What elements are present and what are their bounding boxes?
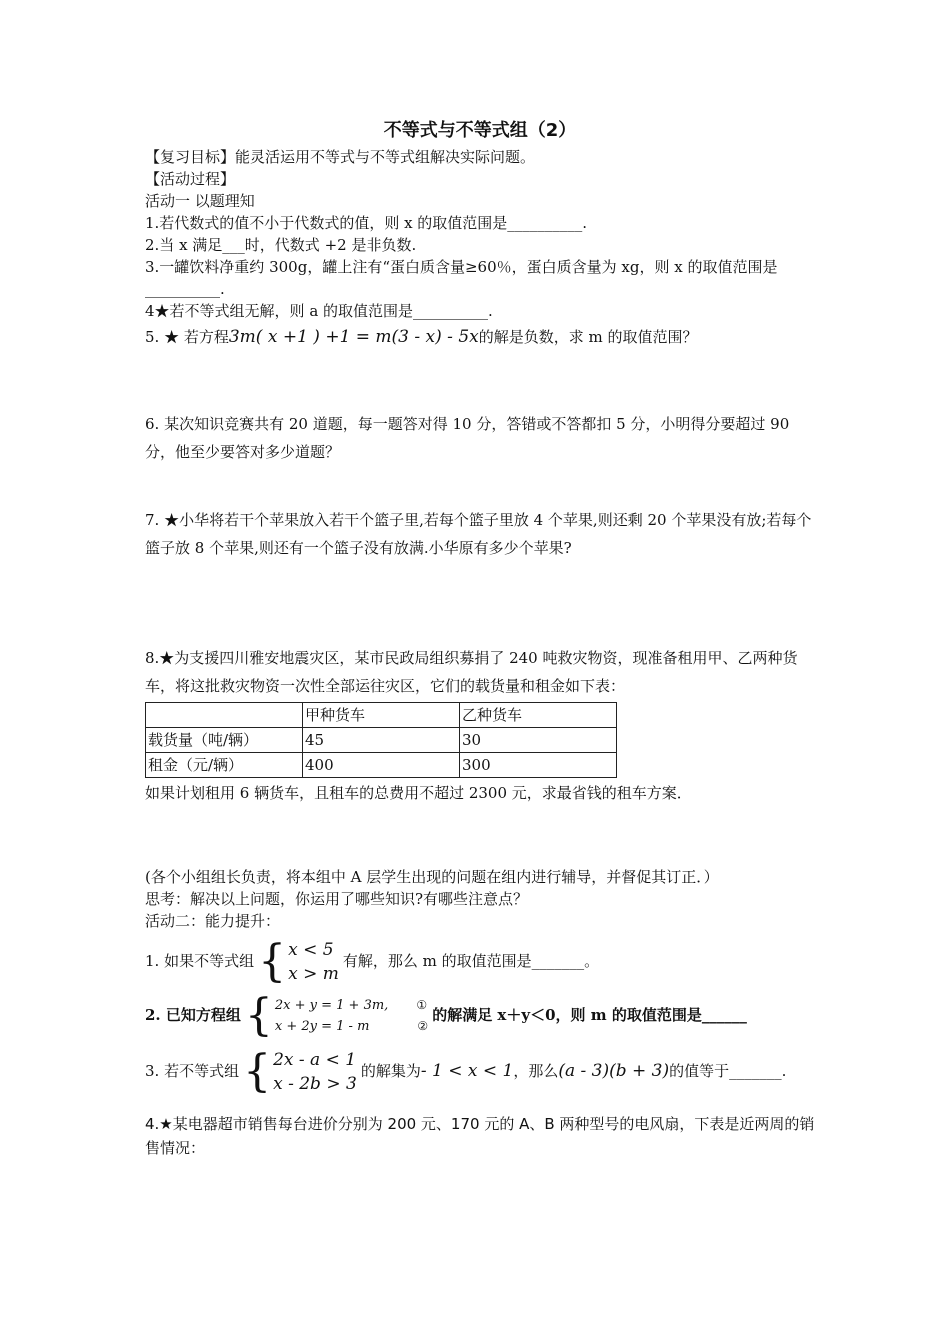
- table-cell: 30: [460, 728, 617, 753]
- page-title: 不等式与不等式组（2）: [383, 120, 577, 141]
- brace-icon: {: [243, 1046, 272, 1097]
- a2-q2-suffix: 的解满足 x＋y＜0，则 m 的取值范围是______: [432, 1006, 747, 1024]
- review-goal-label: 【复习目标】: [145, 148, 236, 166]
- system-line: [275, 995, 428, 1016]
- a1-question-8-after: 如果计划租用 6 辆货车，且租车的总费用不超过 2300 元，求最省钱的租车方案．: [145, 784, 692, 802]
- a1-question-3-line1: 3.一罐饮料净重约 300g，罐上注有“蛋白质含量≥60％，蛋白质含量为 xg，则 x 的取值范围是: [145, 258, 778, 276]
- a2-q3-suffix: 的值等于_______.: [669, 1062, 787, 1080]
- a2-q1-system: [258, 938, 339, 986]
- table-cell: 300: [460, 753, 617, 778]
- truck-table: [145, 702, 617, 778]
- table-cell: 载货量（吨/辆）: [146, 728, 303, 753]
- q5-suffix: 的解是负数，求 m 的取值范围？: [478, 328, 698, 346]
- system-line: [275, 1016, 428, 1037]
- table-cell: 甲种货车: [303, 703, 460, 728]
- table-row: [146, 753, 617, 778]
- a1-question-5: [145, 326, 815, 348]
- a2-q3-mid2: ，那么: [513, 1062, 559, 1080]
- a2-question-2: [145, 990, 815, 1041]
- brace-icon: {: [244, 990, 273, 1041]
- brace-icon: {: [258, 936, 287, 987]
- review-goal: [145, 146, 815, 168]
- a1-question-8: 8.★为支援四川雅安地震灾区，某市民政局组织募捐了 240 吨救灾物资，现准备租用甲、乙两种货车，将这批救灾物资一次性全部运往灾区，它们的载货量和租金如下表：: [145, 649, 798, 695]
- a2-q3-system: [243, 1048, 357, 1096]
- a1-question-6: 6. 某次知识竞赛共有 20 道题，每一题答对得 10 分，答错或不答都扣 5 分，小明得分要超过 90 分，他至少要答对多少道题？: [145, 415, 790, 461]
- table-cell: 租金（元/辆）: [146, 753, 303, 778]
- activity-process-heading: 【活动过程】: [145, 170, 236, 188]
- q5-equation: 3m( x +1 ) +1 = m(3 - x) - 5x: [228, 327, 479, 347]
- a2-q1-suffix: 有解，那么 m 的取值范围是_______。: [342, 952, 600, 970]
- table-row: [146, 728, 617, 753]
- activity1-heading: 活动一 以题理知: [145, 192, 255, 210]
- circle-two-icon: ②: [417, 1019, 429, 1033]
- system-line: x < 5: [288, 940, 334, 960]
- a2-q3-prefix: 3. 若不等式组: [145, 1062, 240, 1080]
- q5-prefix: 5. ★ 若方程: [145, 328, 229, 346]
- review-goal-text: 能灵活运用不等式与不等式组解决实际问题。: [235, 148, 536, 166]
- a2-question-1: [145, 938, 815, 986]
- a1-question-3-line2: __________.: [145, 280, 225, 298]
- a2-q1-prefix: 1. 如果不等式组: [145, 952, 255, 970]
- document-page: [145, 120, 815, 1175]
- system-line: x > m: [288, 964, 339, 984]
- table-cell: 400: [303, 753, 460, 778]
- group-note: (各个小组组长负责，将本组中 A 层学生出现的问题在组内进行辅导，并督促其订正．）: [145, 868, 719, 886]
- system-line-text: x + 2y = 1 - m: [274, 1019, 370, 1034]
- a2-q3-mid: 的解集为: [360, 1062, 421, 1080]
- a1-question-1: 1.若代数式的值不小于代数式的值，则 x 的取值范围是__________.: [145, 214, 588, 232]
- a2-q3-solution-set: - 1 < x < 1: [420, 1061, 514, 1081]
- circle-one-icon: ①: [416, 998, 428, 1012]
- table-cell: 45: [303, 728, 460, 753]
- a2-q2-system: [244, 990, 429, 1041]
- system-line: 2x - a < 1: [273, 1050, 357, 1070]
- a1-question-4: 4★若不等式组无解，则 a 的取值范围是__________.: [145, 302, 493, 320]
- think-question: 思考：解决以上问题，你运用了哪些知识?有哪些注意点？: [145, 890, 529, 908]
- a2-question-4: 4.★某电器超市销售每台进价分别为 200 元、170 元的 A、B 两种型号的电风扇，下表是近两周的销售情况：: [145, 1115, 815, 1157]
- system-line-text: 2x + y = 1 + 3m,: [274, 998, 389, 1013]
- a1-question-2: 2.当 x 满足___时，代数式 +2 是非负数.: [145, 236, 417, 254]
- table-cell: 乙种货车: [460, 703, 617, 728]
- a1-question-7: 7. ★小华将若干个苹果放入若干个篮子里,若每个篮子里放 4 个苹果,则还剩 20 个苹果没有放;若每个篮子放 8 个苹果,则还有一个篮子没有放满.小华原有多少个苹果?: [145, 511, 812, 557]
- activity2-heading: 活动二：能力提升：: [145, 912, 281, 930]
- table-cell: [146, 703, 303, 728]
- system-line: x - 2b > 3: [273, 1074, 357, 1094]
- a2-q2-prefix: 2. 已知方程组: [145, 1006, 241, 1024]
- a2-q3-expression: (a - 3)(b + 3): [558, 1061, 670, 1081]
- table-header-row: [146, 703, 617, 728]
- a2-question-3: [145, 1048, 815, 1096]
